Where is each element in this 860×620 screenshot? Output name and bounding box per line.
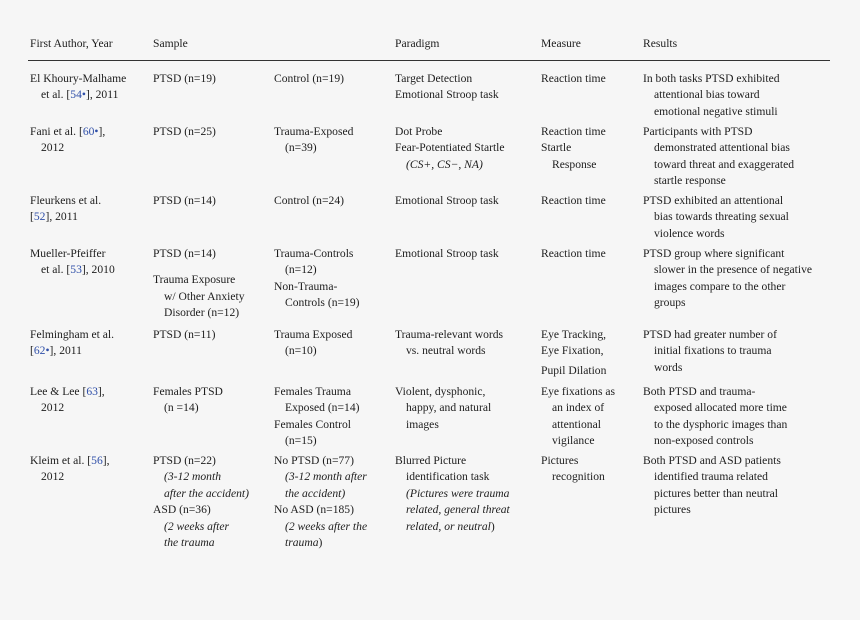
control-cell: No PTSD (n=77) (3-12 month after the accident) No ASD (n=185) (2 weeks after the trauma): [274, 454, 368, 550]
control-cell: Trauma-Exposed (n=39): [274, 125, 354, 155]
paradigm-cell: Blurred Picture identification task (Pictures were trauma related, general threat related, or neutral): [395, 454, 510, 533]
ref-link[interactable]: 60•: [82, 125, 99, 138]
results-cell: Participants with PTSD demonstrated attentional bias toward threat and exaggerated startle response: [643, 125, 795, 188]
results-cell: Both PTSD and trauma- exposed allocated more time to the dysphoric images than non-exposed controls: [643, 385, 788, 448]
sample-cell: PTSD (n=11): [153, 328, 216, 341]
header-results: Results: [643, 37, 678, 50]
author-cell: Kleim et al. [56], 2012: [30, 454, 110, 484]
sample-cell: PTSD (n=14): [153, 194, 216, 207]
author-cell: El Khoury-Malhame et al. [54•], 2011: [30, 72, 127, 102]
paradigm-cell: Emotional Stroop task: [395, 247, 499, 260]
ref-link[interactable]: 53: [70, 263, 82, 277]
sample-cell: PTSD (n=14) Trauma Exposure w/ Other Anxiety Disorder (n=12): [153, 247, 245, 320]
control-cell: Trauma Exposed (n=10): [274, 328, 353, 358]
header-paradigm: Paradigm: [395, 37, 440, 50]
header-sample: Sample: [153, 37, 188, 50]
header-rule: [28, 60, 830, 61]
results-cell: PTSD exhibited an attentional bias towards threating sexual violence words: [643, 194, 789, 240]
measure-cell: Reaction time: [541, 247, 606, 260]
measure-cell: Pictures recognition: [541, 454, 605, 484]
author-cell: Felmingham et al. [62•], 2011: [30, 328, 115, 358]
sample-cell: PTSD (n=19): [153, 72, 216, 85]
paradigm-cell: Emotional Stroop task: [395, 194, 499, 207]
paradigm-cell: Dot Probe Fear-Potentiated Startle (CS+, CS−, NA): [395, 125, 505, 171]
header-measure: Measure: [541, 37, 581, 50]
measure-cell: Reaction time: [541, 72, 606, 85]
ref-link[interactable]: 52: [33, 210, 46, 224]
measure-cell: Eye Tracking, Eye Fixation, Pupil Dilation: [541, 328, 607, 377]
control-cell: Trauma-Controls (n=12) Non-Trauma- Controls (n=19): [274, 247, 360, 310]
control-cell: Females Trauma Exposed (n=14) Females Control (n=15): [274, 385, 360, 448]
control-cell: Control (n=19): [274, 72, 344, 85]
ref-link[interactable]: 56: [91, 454, 103, 467]
paradigm-cell: Violent, dysphonic, happy, and natural images: [395, 385, 492, 431]
control-cell: Control (n=24): [274, 194, 344, 207]
measure-cell: Reaction time Startle Response: [541, 125, 606, 171]
header-author: First Author, Year: [30, 37, 113, 50]
ref-link[interactable]: 63: [86, 385, 98, 398]
results-cell: In both tasks PTSD exhibited attentional bias toward emotional negative stimuli: [643, 72, 780, 118]
results-cell: Both PTSD and ASD patients identified trauma related pictures better than neutral pictures: [643, 454, 781, 517]
author-cell: Fleurkens et al. [52], 2011: [30, 194, 102, 224]
paradigm-cell: Trauma-relevant words vs. neutral words: [395, 328, 504, 358]
measure-cell: Reaction time: [541, 194, 606, 207]
sample-cell: PTSD (n=25): [153, 125, 216, 138]
author-cell: Mueller-Pfeiffer et al. [53], 2010: [30, 247, 115, 277]
ref-link[interactable]: 62•: [33, 344, 50, 358]
ref-link[interactable]: 54•: [70, 88, 86, 102]
paradigm-cell: Target Detection Emotional Stroop task: [395, 72, 499, 102]
sample-cell: PTSD (n=22) (3-12 month after the accident) ASD (n=36) (2 weeks after the trauma: [153, 454, 249, 550]
table-header: [30, 37, 830, 61]
results-cell: PTSD had greater number of initial fixations to trauma words: [643, 328, 777, 374]
measure-cell: Eye fixations as an index of attentional vigilance: [541, 385, 616, 448]
results-cell: PTSD group where significant slower in the presence of negative images compare to the other groups: [643, 247, 813, 310]
author-cell: Lee & Lee [63], 2012: [30, 385, 105, 415]
sample-cell: Females PTSD (n =14): [153, 385, 223, 415]
author-cell: Fani et al. [60•], 2012: [30, 125, 106, 155]
